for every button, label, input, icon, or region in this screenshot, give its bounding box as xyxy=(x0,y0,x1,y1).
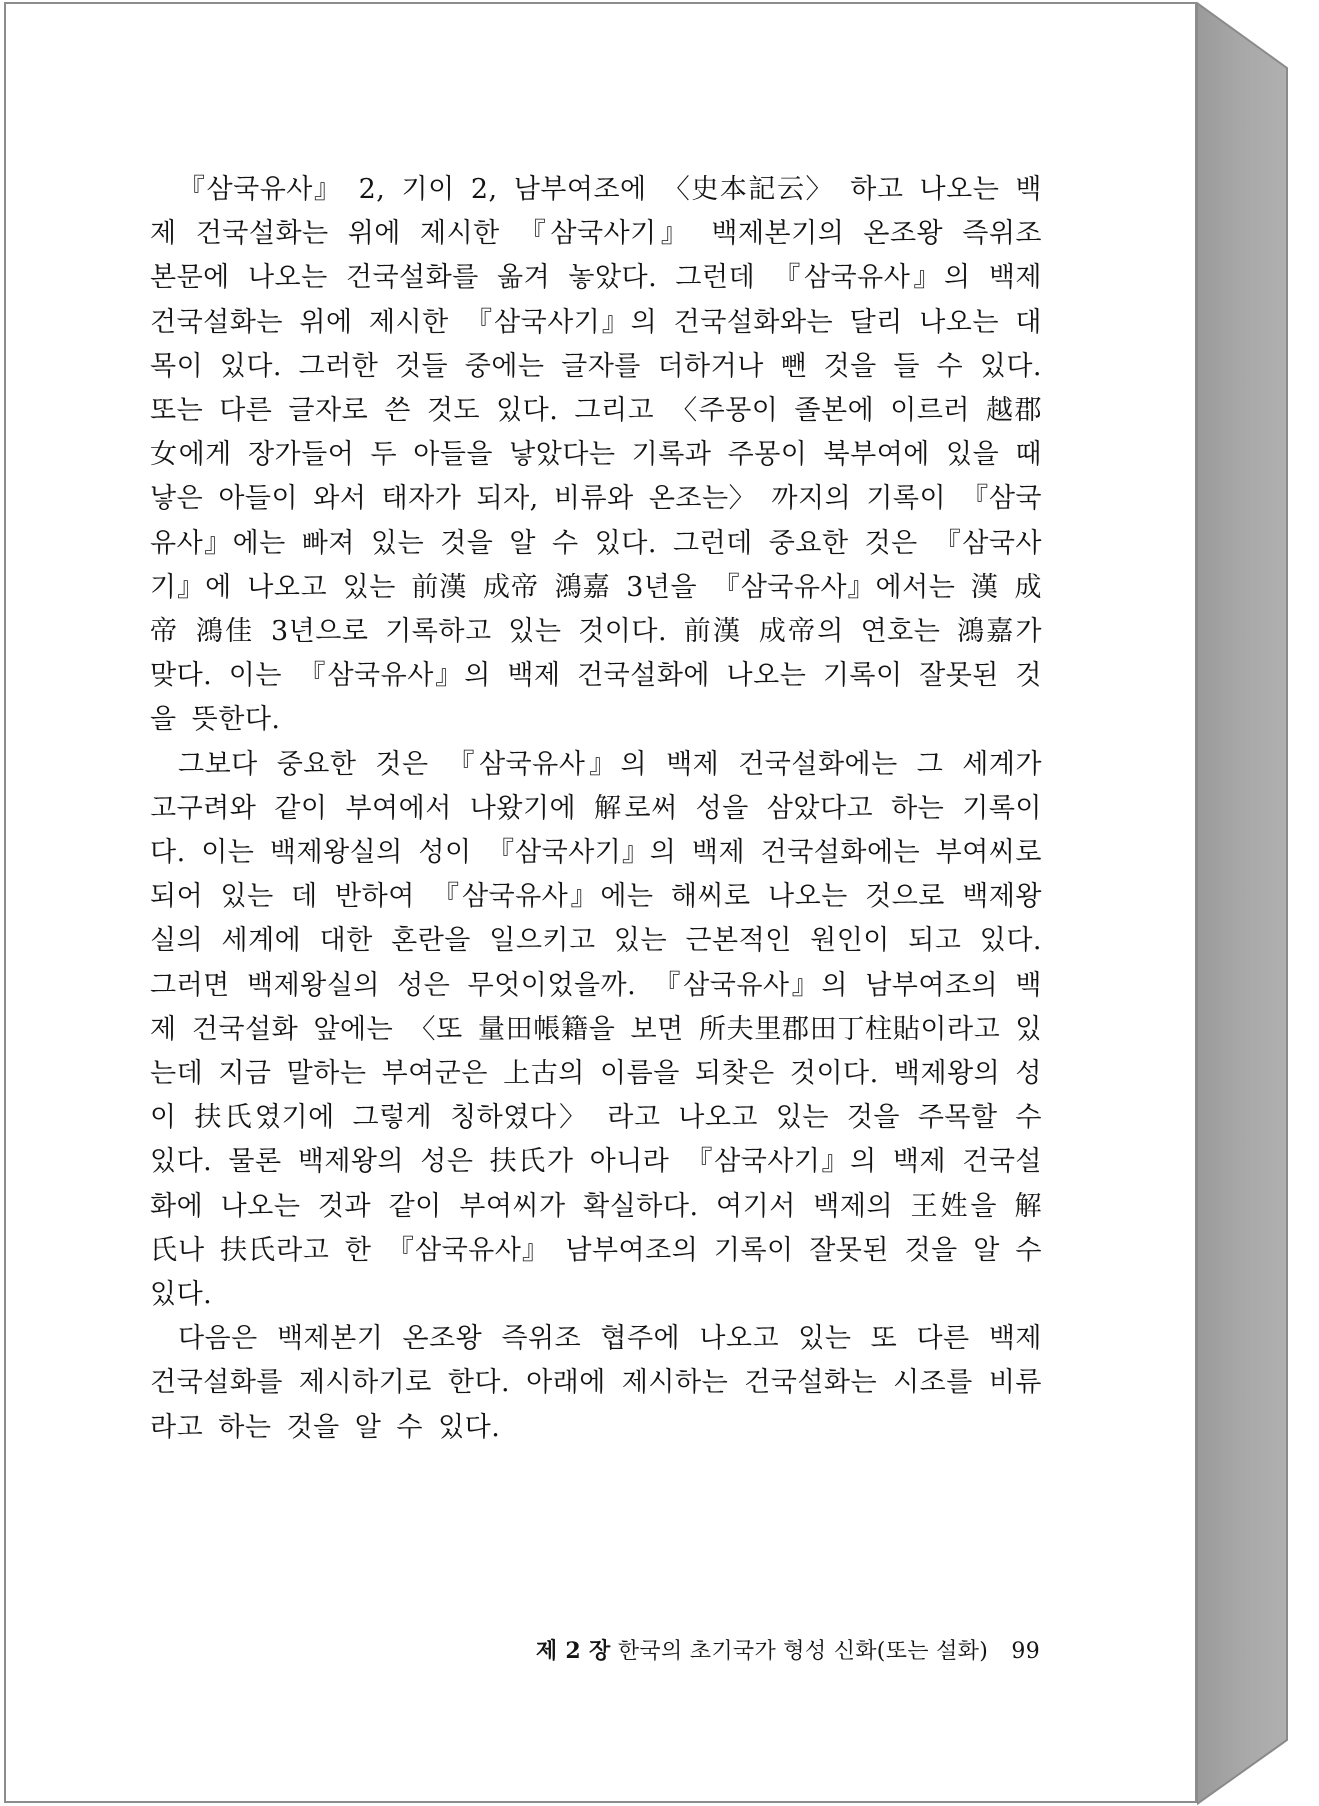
chapter-label: 제 2 장 xyxy=(535,1638,611,1664)
page-footer xyxy=(150,1634,1040,1665)
book-spine xyxy=(1197,0,1319,1806)
paragraph-2: 그보다 중요한 것은 『삼국유사』의 백제 건국설화에는 그 세계가 고구려와 같이 부여에서 나왔기에 解로써 성을 삼았다고 하는 기록이다. 이는 백제왕실의 성이 『삼국사기』의 백제 건국설화에는 부여씨로 되어 있는 데 반하여 『삼국유사』에는 해씨로 나오는 것으로 백제왕실의 세계에 대한 혼란을 일으키고 있는 근본적인 원인이 되고 있다. 그러면 백제왕실의 성은 무엇이었을까. 『삼국유사』의 남부여조의 백제 건국설화 앞에는 〈또 量田帳籍을 보면 所夫里郡田丁柱貼이라고 있는데 지금 말하는 부여군은 上古의 이름을 되찾은 것이다. 백제왕의 성이 扶氏였기에 그렇게 칭하였다〉 라고 나오고 있는 것을 주목할 수 있다. 물론 백제왕의 성은 扶氏가 아니라 『삼국사기』의 백제 건국설화에 나오는 것과 같이 부여씨가 확실하다. 여기서 백제의 王姓을 解氏나 扶氏라고 한 『삼국유사』 남부여조의 기록이 잘못된 것을 알 수 있다. xyxy=(150,748,1042,1311)
paragraph-1: 『삼국유사』 2, 기이 2, 남부여조에 〈史本記云〉 하고 나오는 백제 건국설화는 위에 제시한 『삼국사기』 백제본기의 온조왕 즉위조 본문에 나오는 건국설화를 옮겨 놓았다. 그런데 『삼국유사』의 백제 건국설화는 위에 제시한 『삼국사기』의 건국설화와는 달리 나오는 대목이 있다. 그러한 것들 중에는 글자를 더하거나 뺀 것을 들 수 있다. 또는 다른 글자로 쓴 것도 있다. 그리고 〈주몽이 졸본에 이르러 越郡女에게 장가들어 두 아들을 낳았다는 기록과 주몽이 북부여에 있을 때 낳은 아들이 와서 태자가 되자, 비류와 온조는〉 까지의 기록이 『삼국유사』에는 빠져 있는 것을 알 수 있다. 그런데 중요한 것은 『삼국사기』에 나오고 있는 前漢 成帝 鴻嘉 3년을 『삼국유사』에서는 漢 成帝 鴻佳 3년으로 기록하고 있는 것이다. 前漢 成帝의 연호는 鴻嘉가 맞다. 이는 『삼국유사』의 백제 건국설화에 나오는 기록이 잘못된 것을 뜻한다. xyxy=(150,174,1042,736)
chapter-title: 한국의 초기국가 형성 신화(또는 설화) xyxy=(617,1639,989,1664)
page-number: 99 xyxy=(1011,1639,1040,1664)
body-text xyxy=(150,168,1042,1450)
paragraph-3: 다음은 백제본기 온조왕 즉위조 협주에 나오고 있는 또 다른 백제 건국설화를 제시하기로 한다. 아래에 제시하는 건국설화는 시조를 비류라고 하는 것을 알 수 있다. xyxy=(150,1323,1042,1443)
